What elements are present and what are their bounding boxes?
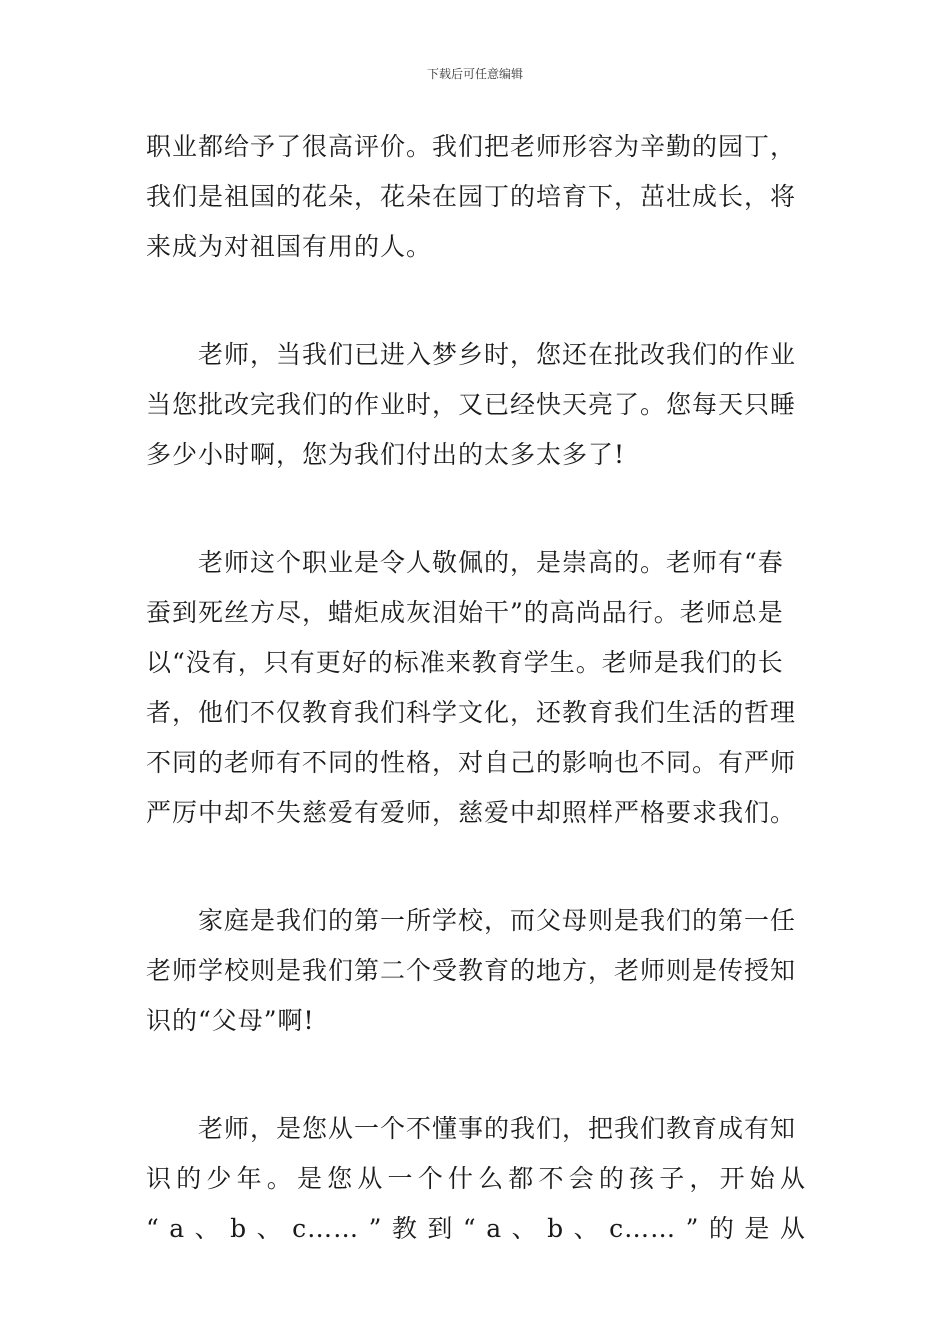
spread-token: a [486,1214,503,1243]
spread-token: 会 [568,1164,595,1193]
spread-token: “ [462,1214,477,1243]
spread-token: c…… [609,1214,677,1243]
paragraph-4 [146,896,806,1046]
spread-token: 都 [508,1164,535,1193]
spread-token: b [230,1214,248,1243]
spread-token: 少 [206,1164,233,1193]
spread-token: 开 [719,1164,746,1193]
spread-token: 您 [327,1164,354,1193]
text-line: 者，他们不仅教育我们科学文化，还教育我们生活的哲理 [146,698,797,727]
spread-token: 、 [573,1214,600,1243]
spread-token: 子 [659,1164,686,1193]
paragraph-3 [146,538,806,838]
paragraph-1 [146,122,806,272]
spread-token: 是 [296,1164,323,1193]
spread-token: 么 [478,1164,505,1193]
text-line: 老师学校则是我们第二个受教育的地方，老师则是传授知 [146,956,797,985]
page-header: 下载后可任意编辑 [426,67,523,81]
spread-token: 的 [598,1164,625,1193]
spread-token: ” [685,1214,700,1243]
text-line: 老师这个职业是令人敬佩的，是崇高的。老师有“春 [198,548,784,577]
text-line: 不同的老师有不同的性格，对自己的影响也不同。有严师 [146,748,797,777]
spread-token: c…… [292,1214,360,1243]
spread-token: 识 [146,1164,173,1193]
spread-token: 从 [357,1164,384,1193]
text-line: 严厉中却不失慈爱有爱师，慈爱中却照样严格要求我们。 [146,798,797,827]
spread-token: 教 [391,1214,418,1243]
text-line: 蚕到死丝方尽，蜡炬成灰泪始干”的高尚品行。老师总是 [146,598,784,627]
spread-token: b [547,1214,565,1243]
spread-token: 到 [427,1214,454,1243]
document-body [146,122,806,1312]
text-line-spread [146,1154,806,1204]
spread-token: 一 [387,1164,414,1193]
text-line: 来成为对祖国有用的人。 [146,232,433,261]
spread-token: 的 [176,1164,203,1193]
paragraph-5 [146,1104,806,1254]
spread-token: 是 [744,1214,771,1243]
spread-token: 孩 [629,1164,656,1193]
spread-token: 始 [749,1164,776,1193]
text-line: 老师，当我们已进入梦乡时，您还在批改我们的作业 [198,340,797,369]
spread-token: ” [368,1214,383,1243]
text-line: 老师，是您从一个不懂事的我们，把我们教育成有知 [198,1114,797,1143]
spread-token: 个 [417,1164,444,1193]
spread-token: 年 [236,1164,263,1193]
text-line: 家庭是我们的第一所学校，而父母则是我们的第一任 [198,906,797,935]
text-line: 职业都给予了很高评价。我们把老师形容为辛勤的园丁， [146,132,797,161]
paragraph-2 [146,330,806,480]
spread-token: “ [146,1214,160,1243]
spread-token: 、 [256,1214,283,1243]
spread-token: 什 [447,1164,474,1193]
spread-token: 从 [779,1164,806,1193]
spread-token: a [169,1214,186,1243]
spread-token: 、 [511,1214,538,1243]
spread-token: 从 [779,1214,806,1243]
text-line-spread [146,1204,806,1254]
spread-token: 。 [266,1164,293,1193]
spread-token: ， [689,1164,716,1193]
text-line: 当您批改完我们的作业时，又已经快天亮了。您每天只睡 [146,390,797,419]
text-line: 我们是祖国的花朵，花朵在园丁的培育下，茁壮成长，将 [146,182,797,211]
spread-token: 、 [194,1214,221,1243]
spread-token: 的 [708,1214,735,1243]
text-line: 多少小时啊，您为我们付出的太多太多了! [146,440,626,469]
text-line: 识的“父母”啊! [146,1006,315,1035]
spread-token: 不 [538,1164,565,1193]
text-line: 以“没有，只有更好的标准来教育学生。老师是我们的长 [146,648,784,677]
